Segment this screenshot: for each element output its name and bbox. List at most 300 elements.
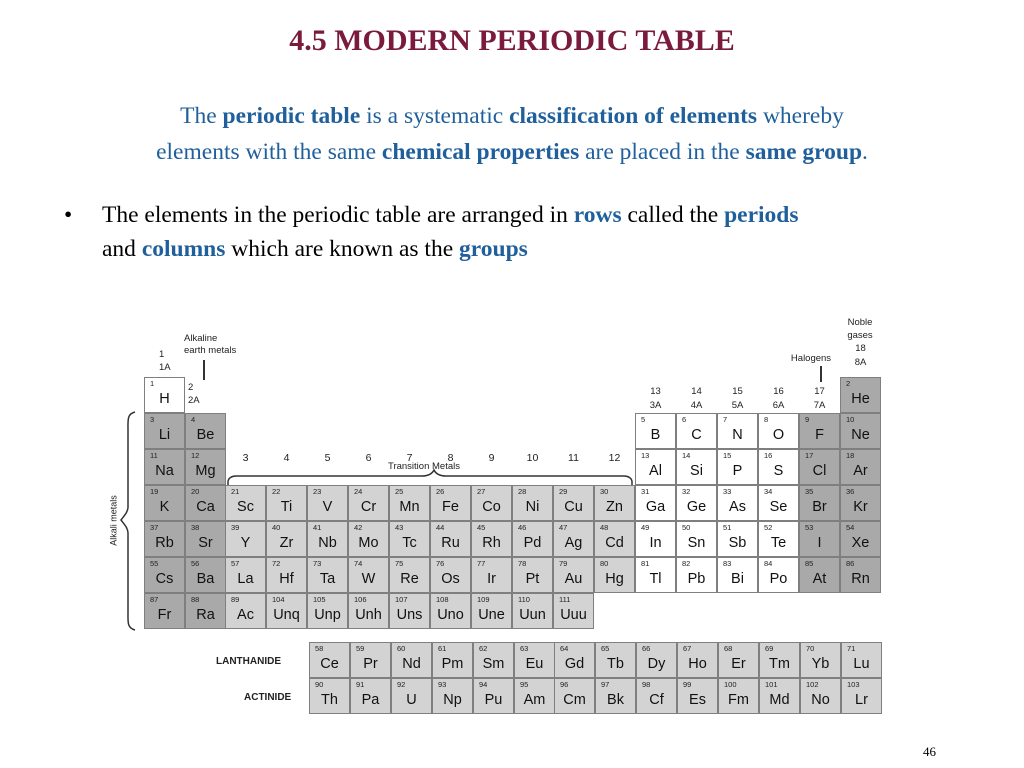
atomic-number: 94 — [479, 680, 488, 689]
element-symbol: Sm — [482, 656, 505, 672]
element-pb — [676, 557, 717, 593]
atomic-number: 95 — [520, 680, 529, 689]
atomic-number: 69 — [765, 644, 774, 653]
element-symbol: Cl — [812, 463, 827, 479]
element-tc — [389, 521, 430, 557]
element-se — [758, 485, 799, 521]
group-header-18: 18 8A — [854, 343, 867, 368]
element-os — [430, 557, 471, 593]
element-tm — [759, 642, 800, 678]
atomic-number: 89 — [231, 595, 240, 604]
element-symbol: I — [817, 535, 822, 551]
atomic-number: 24 — [354, 487, 363, 496]
element-symbol: Pr — [363, 656, 378, 672]
element-symbol: Hg — [605, 571, 624, 587]
atomic-number: 66 — [642, 644, 651, 653]
alkali-metals-label: Alkali metals — [108, 495, 119, 546]
element-symbol: Si — [690, 463, 703, 479]
atomic-number: 22 — [272, 487, 281, 496]
element-uns — [389, 593, 430, 629]
element-symbol: Dy — [647, 656, 666, 672]
group-header-10: 10 — [526, 452, 539, 464]
atomic-number: 81 — [641, 559, 650, 568]
element-symbol: O — [772, 427, 785, 443]
element-symbol: Os — [441, 571, 460, 587]
element-rn — [840, 557, 881, 593]
atomic-number: 60 — [397, 644, 406, 653]
atomic-number: 32 — [682, 487, 691, 496]
atomic-number: 78 — [518, 559, 527, 568]
atomic-number: 33 — [723, 487, 732, 496]
element-te — [758, 521, 799, 557]
atomic-number: 70 — [806, 644, 815, 653]
element-symbol: Gd — [564, 656, 585, 672]
element-pa — [350, 678, 391, 714]
element-symbol: Fm — [728, 692, 749, 708]
lanthanide-label: LANTHANIDE — [216, 656, 281, 667]
element-symbol: Ga — [645, 499, 666, 515]
element-symbol: Ra — [196, 607, 215, 623]
element-symbol: Ne — [851, 427, 870, 443]
element-s — [758, 449, 799, 485]
element-symbol: Zn — [606, 499, 623, 515]
element-bk — [595, 678, 636, 714]
element-br — [799, 485, 840, 521]
element-ti — [266, 485, 307, 521]
element-gd — [554, 642, 595, 678]
atomic-number: 14 — [682, 451, 691, 460]
group-header-16: 16 6A — [772, 386, 785, 411]
halogens-pointer — [820, 366, 822, 382]
element-symbol: Tl — [649, 571, 662, 587]
element-no — [800, 678, 841, 714]
atomic-number: 1 — [150, 379, 155, 388]
alkaline-earth-label: Alkaline earth metals — [184, 333, 237, 356]
element-symbol: Pu — [484, 692, 503, 708]
atomic-number: 29 — [559, 487, 568, 496]
element-sm — [473, 642, 514, 678]
atomic-number: 98 — [642, 680, 651, 689]
element-hg — [594, 557, 635, 593]
element-la — [225, 557, 266, 593]
atomic-number: 25 — [395, 487, 404, 496]
element-zn — [594, 485, 635, 521]
element-symbol: Pa — [361, 692, 380, 708]
element-o — [758, 413, 799, 449]
element-symbol: Sr — [198, 535, 213, 551]
element-symbol: Cs — [155, 571, 174, 587]
element-symbol: Cr — [360, 499, 377, 515]
atomic-number: 105 — [313, 595, 326, 604]
element-symbol: Bi — [731, 571, 744, 587]
atomic-number: 107 — [395, 595, 408, 604]
slide-title: 4.5 MODERN PERIODIC TABLE — [289, 24, 735, 57]
element-cd — [594, 521, 635, 557]
atomic-number: 30 — [600, 487, 609, 496]
element-i — [799, 521, 840, 557]
atomic-number: 76 — [436, 559, 445, 568]
element-symbol: Ho — [688, 656, 707, 672]
element-symbol: Unp — [314, 607, 341, 623]
element-ge — [676, 485, 717, 521]
atomic-number: 53 — [805, 523, 814, 532]
element-symbol: Bk — [607, 692, 624, 708]
atomic-number: 110 — [518, 595, 530, 604]
atomic-number: 46 — [518, 523, 527, 532]
element-symbol: Kr — [853, 499, 868, 515]
atomic-number: 21 — [231, 487, 240, 496]
element-re — [389, 557, 430, 593]
element-n — [717, 413, 758, 449]
element-er — [718, 642, 759, 678]
atomic-number: 90 — [315, 680, 324, 689]
element-symbol: Xe — [851, 535, 870, 551]
atomic-number: 101 — [765, 680, 778, 689]
element-si — [676, 449, 717, 485]
element-symbol: Br — [812, 499, 827, 515]
element-symbol: W — [361, 571, 376, 587]
atomic-number: 50 — [682, 523, 691, 532]
element-po — [758, 557, 799, 593]
element-symbol: C — [691, 427, 702, 443]
element-symbol: Uno — [437, 607, 464, 623]
element-symbol: La — [237, 571, 254, 587]
element-ir — [471, 557, 512, 593]
element-symbol: Une — [478, 607, 505, 623]
element-cm — [554, 678, 595, 714]
element-ac — [225, 593, 266, 629]
element-symbol: Tb — [607, 656, 624, 672]
element-unh — [348, 593, 389, 629]
atomic-number: 42 — [354, 523, 363, 532]
element-uuu — [553, 593, 594, 629]
atomic-number: 61 — [438, 644, 447, 653]
element-ho — [677, 642, 718, 678]
atomic-number: 8 — [764, 415, 769, 424]
atomic-number: 4 — [191, 415, 196, 424]
element-w — [348, 557, 389, 593]
group-header-5: 5 — [324, 452, 331, 464]
group-header-9: 9 — [488, 452, 495, 464]
element-am — [514, 678, 555, 714]
element-symbol: Uuu — [560, 607, 587, 623]
element-symbol: B — [650, 427, 661, 443]
element-symbol: Se — [769, 499, 788, 515]
atomic-number: 7 — [723, 415, 728, 424]
element-in — [635, 521, 676, 557]
atomic-number: 18 — [846, 451, 855, 460]
element-ar — [840, 449, 881, 485]
element-symbol: Cu — [564, 499, 583, 515]
element-symbol: Am — [523, 692, 546, 708]
element-na — [144, 449, 185, 485]
element-li — [144, 413, 185, 449]
alkaline-earth-pointer — [203, 360, 205, 380]
element-symbol: Sb — [728, 535, 747, 551]
atomic-number: 31 — [641, 487, 650, 496]
element-symbol: Ce — [320, 656, 339, 672]
transition-metals-label: Transition Metals — [388, 461, 460, 472]
noble-gases-label: Noble gases — [847, 317, 873, 341]
element-symbol: H — [159, 391, 170, 407]
bullet-text: The elements in the periodic table are arranged in rows called the periods and columns which are known as the groups — [102, 202, 799, 262]
atomic-number: 35 — [805, 487, 814, 496]
element-symbol: Zr — [279, 535, 294, 551]
atomic-number: 23 — [313, 487, 322, 496]
element-symbol: Sn — [687, 535, 706, 551]
element-uun — [512, 593, 553, 629]
atomic-number: 75 — [395, 559, 404, 568]
atomic-number: 44 — [436, 523, 445, 532]
element-symbol: V — [322, 499, 333, 515]
element-symbol: Es — [689, 692, 706, 708]
element-symbol: Nd — [402, 656, 421, 672]
atomic-number: 88 — [191, 595, 200, 604]
atomic-number: 93 — [438, 680, 447, 689]
atomic-number: 43 — [395, 523, 404, 532]
atomic-number: 26 — [436, 487, 445, 496]
element-fm — [718, 678, 759, 714]
element-pu — [473, 678, 514, 714]
atomic-number: 92 — [397, 680, 406, 689]
element-xe — [840, 521, 881, 557]
element-ra — [185, 593, 226, 629]
element-ba — [185, 557, 226, 593]
atomic-number: 86 — [846, 559, 855, 568]
element-ca — [185, 485, 226, 521]
element-symbol: Au — [564, 571, 583, 587]
element-h — [144, 377, 185, 413]
element-au — [553, 557, 594, 593]
element-symbol: Cm — [563, 692, 586, 708]
element-k — [144, 485, 185, 521]
atomic-number: 103 — [847, 680, 860, 689]
atomic-number: 67 — [683, 644, 692, 653]
element-sc — [225, 485, 266, 521]
group-header-3: 3 — [242, 452, 249, 464]
group-header-7: 7 — [406, 452, 413, 464]
element-symbol: Ba — [196, 571, 215, 587]
element-nb — [307, 521, 348, 557]
atomic-number: 87 — [150, 595, 159, 604]
element-unq — [266, 593, 307, 629]
atomic-number: 108 — [436, 595, 449, 604]
element-symbol: Re — [400, 571, 419, 587]
group-header-8: 8 — [447, 452, 454, 464]
atomic-number: 6 — [682, 415, 687, 424]
element-lr — [841, 678, 882, 714]
atomic-number: 34 — [764, 487, 773, 496]
element-cf — [636, 678, 677, 714]
element-eu — [514, 642, 555, 678]
element-symbol: At — [812, 571, 827, 587]
element-symbol: Unq — [273, 607, 300, 623]
element-as — [717, 485, 758, 521]
atomic-number: 39 — [231, 523, 240, 532]
element-symbol: Ta — [319, 571, 336, 587]
atomic-number: 45 — [477, 523, 486, 532]
element-symbol: Na — [155, 463, 174, 479]
halogens-label: Halogens — [790, 353, 832, 364]
element-fr — [144, 593, 185, 629]
element-symbol: U — [406, 692, 417, 708]
element-mn — [389, 485, 430, 521]
element-symbol: In — [649, 535, 662, 551]
atomic-number: 104 — [272, 595, 285, 604]
element-une — [471, 593, 512, 629]
element-symbol: Ir — [487, 571, 496, 587]
element-symbol: Uun — [519, 607, 546, 623]
element-symbol: Ge — [686, 499, 707, 515]
element-symbol: Be — [196, 427, 215, 443]
element-symbol: As — [729, 499, 746, 515]
element-symbol: No — [811, 692, 830, 708]
element-symbol: Po — [769, 571, 788, 587]
element-symbol: Nb — [318, 535, 337, 551]
element-sn — [676, 521, 717, 557]
element-symbol: Mn — [399, 499, 420, 515]
atomic-number: 65 — [601, 644, 610, 653]
element-symbol: Rn — [851, 571, 870, 587]
atomic-number: 54 — [846, 523, 855, 532]
atomic-number: 2 — [846, 379, 851, 388]
element-symbol: Pd — [523, 535, 542, 551]
atomic-number: 72 — [272, 559, 281, 568]
element-pr — [350, 642, 391, 678]
element-he — [840, 377, 881, 413]
element-v — [307, 485, 348, 521]
element-symbol: Eu — [525, 656, 544, 672]
alkali-metals-bracket — [121, 412, 135, 630]
element-mg — [185, 449, 226, 485]
atomic-number: 85 — [805, 559, 814, 568]
element-symbol: Uns — [396, 607, 423, 623]
element-symbol: Fe — [442, 499, 459, 515]
element-cu — [553, 485, 594, 521]
element-symbol: Yb — [811, 656, 830, 672]
element-pd — [512, 521, 553, 557]
element-ga — [635, 485, 676, 521]
intro-paragraph: The periodic table is a systematic classification of elements whereby elements with the same chemical properties are placed in the same group. — [156, 103, 868, 165]
atomic-number: 99 — [683, 680, 692, 689]
atomic-number: 20 — [191, 487, 200, 496]
element-p — [717, 449, 758, 485]
atomic-number: 52 — [764, 523, 773, 532]
element-es — [677, 678, 718, 714]
atomic-number: 36 — [846, 487, 855, 496]
element-symbol: Md — [769, 692, 790, 708]
element-u — [391, 678, 432, 714]
element-ta — [307, 557, 348, 593]
element-uno — [430, 593, 471, 629]
element-symbol: He — [851, 391, 870, 407]
element-co — [471, 485, 512, 521]
element-ag — [553, 521, 594, 557]
group-header-4: 4 — [283, 452, 290, 464]
atomic-number: 28 — [518, 487, 527, 496]
group-header-12: 12 — [608, 452, 621, 464]
atomic-number: 109 — [477, 595, 490, 604]
atomic-number: 13 — [641, 451, 650, 460]
atomic-number: 40 — [272, 523, 281, 532]
element-lu — [841, 642, 882, 678]
element-sr — [185, 521, 226, 557]
element-b — [635, 413, 676, 449]
element-yb — [800, 642, 841, 678]
atomic-number: 16 — [764, 451, 773, 460]
group-header-13: 13 3A — [649, 386, 662, 411]
element-tb — [595, 642, 636, 678]
element-symbol: Hf — [279, 571, 294, 587]
element-symbol: Unh — [355, 607, 382, 623]
atomic-number: 41 — [313, 523, 322, 532]
element-al — [635, 449, 676, 485]
element-dy — [636, 642, 677, 678]
atomic-number: 19 — [150, 487, 159, 496]
atomic-number: 68 — [724, 644, 733, 653]
element-at — [799, 557, 840, 593]
element-symbol: Ti — [280, 499, 293, 515]
element-bi — [717, 557, 758, 593]
atomic-number: 96 — [560, 680, 569, 689]
atomic-number: 9 — [805, 415, 810, 424]
atomic-number: 77 — [477, 559, 486, 568]
atomic-number: 59 — [356, 644, 365, 653]
atomic-number: 84 — [764, 559, 773, 568]
element-symbol: Li — [158, 427, 171, 443]
element-symbol: Pb — [687, 571, 706, 587]
atomic-number: 100 — [724, 680, 737, 689]
atomic-number: 111 — [559, 595, 571, 604]
element-c — [676, 413, 717, 449]
element-symbol: S — [773, 463, 784, 479]
element-cs — [144, 557, 185, 593]
atomic-number: 12 — [191, 451, 200, 460]
atomic-number: 27 — [477, 487, 486, 496]
atomic-number: 55 — [150, 559, 159, 568]
atomic-number: 57 — [231, 559, 240, 568]
atomic-number: 56 — [191, 559, 200, 568]
element-symbol: P — [732, 463, 743, 479]
element-symbol: F — [815, 427, 824, 443]
group-header-11: 11 — [568, 452, 579, 464]
element-symbol: Th — [321, 692, 338, 708]
element-ni — [512, 485, 553, 521]
group-header-15: 15 5A — [731, 386, 744, 411]
bullet-marker: • — [64, 202, 73, 228]
element-ru — [430, 521, 471, 557]
atomic-number: 10 — [846, 415, 855, 424]
atomic-number: 38 — [191, 523, 200, 532]
element-symbol: Np — [443, 692, 462, 708]
atomic-number: 5 — [641, 415, 646, 424]
element-pm — [432, 642, 473, 678]
element-symbol: Ni — [525, 499, 540, 515]
element-symbol: Cd — [605, 535, 624, 551]
atomic-number: 91 — [356, 680, 365, 689]
group-header-2: 2 2A — [188, 382, 200, 406]
element-symbol: Tc — [402, 535, 417, 551]
element-rh — [471, 521, 512, 557]
element-nd — [391, 642, 432, 678]
group-header-14: 14 4A — [690, 386, 703, 411]
atomic-number: 83 — [723, 559, 732, 568]
element-f — [799, 413, 840, 449]
element-symbol: Ru — [441, 535, 460, 551]
element-symbol: Co — [482, 499, 501, 515]
element-symbol: Lu — [853, 656, 870, 672]
element-symbol: Al — [649, 463, 662, 479]
